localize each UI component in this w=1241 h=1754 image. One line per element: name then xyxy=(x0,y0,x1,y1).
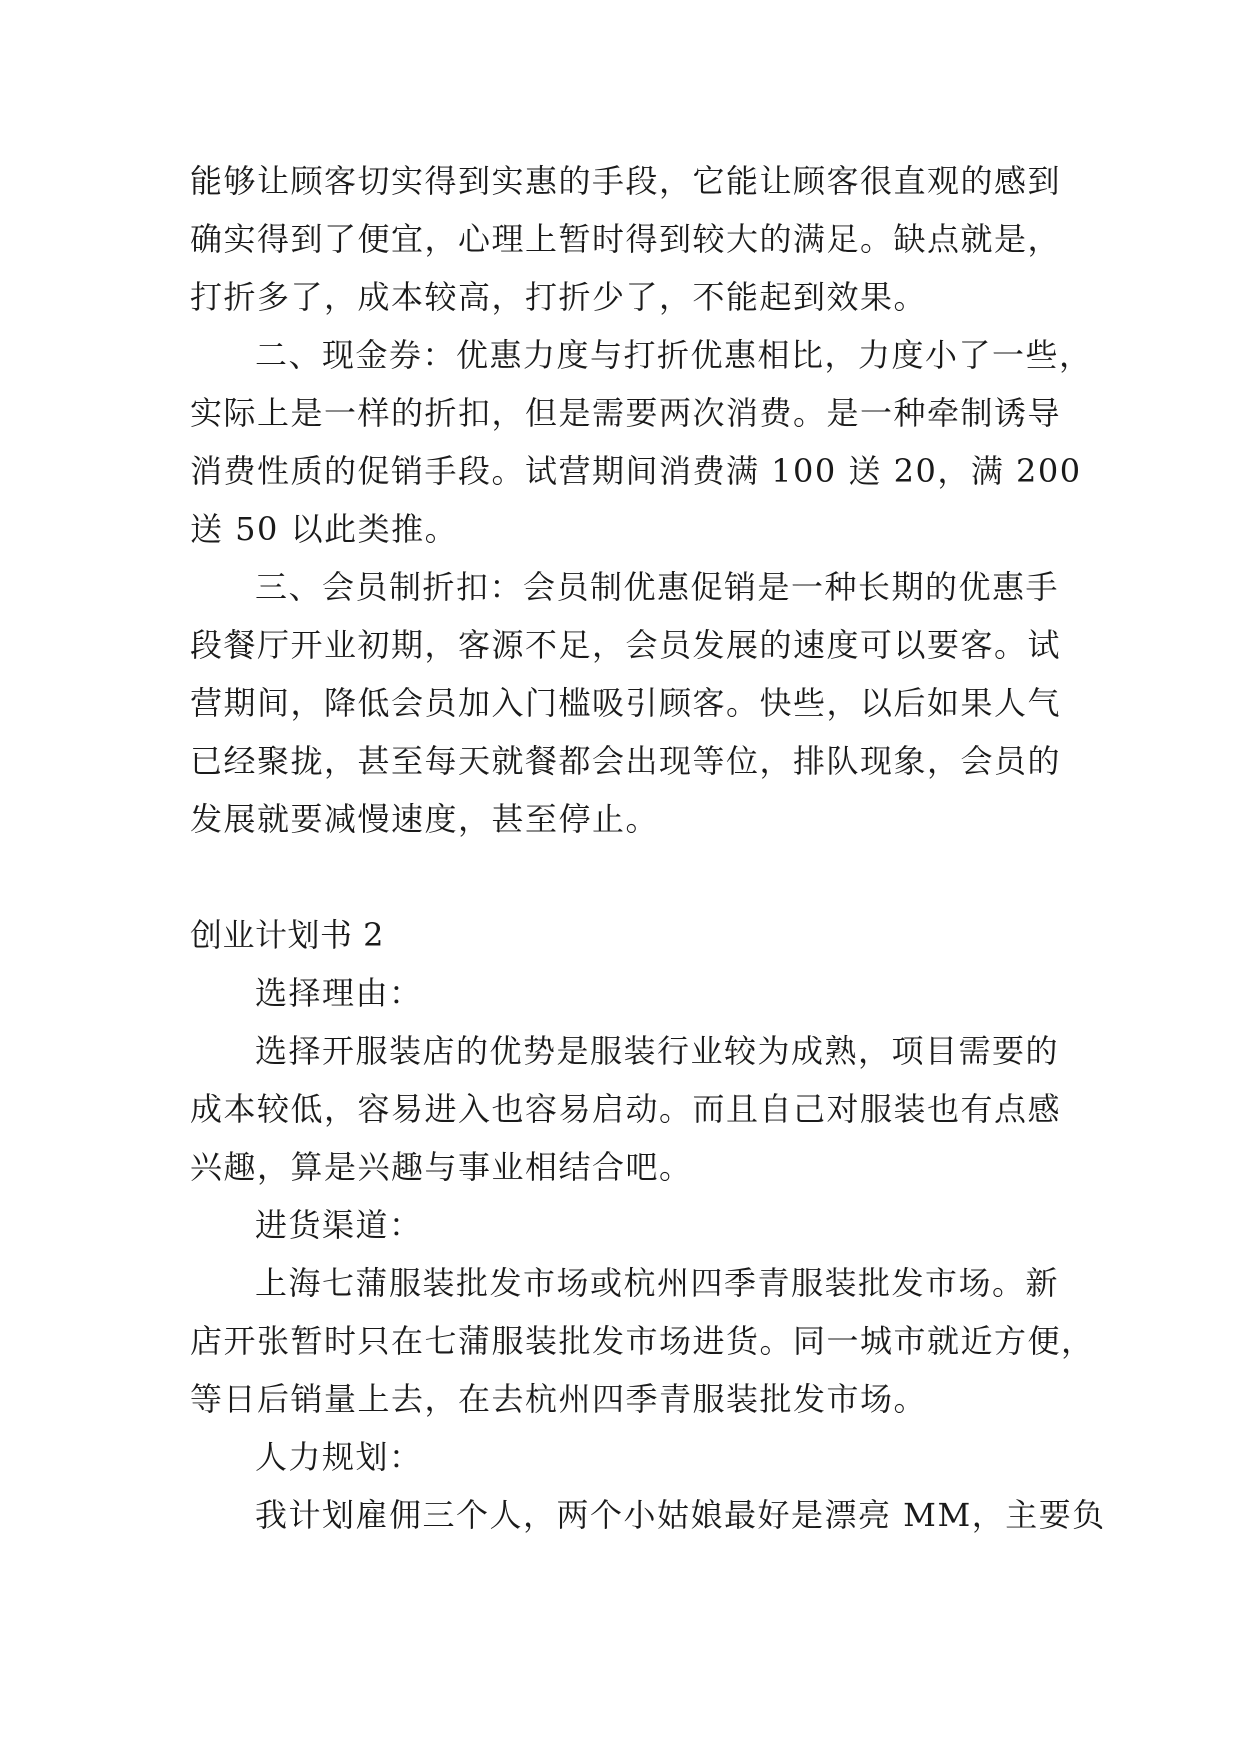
subheading: 人力规划： xyxy=(255,1438,423,1476)
body-text-line: 能够让顾客切实得到实惠的手段，它能让顾客很直观的感到 xyxy=(190,162,1062,200)
body-text-line: 我计划雇佣三个人，两个小姑娘最好是漂亮 MM，主要负 xyxy=(255,1496,1106,1534)
body-text-line: 打折多了，成本较高，打折少了，不能起到效果。 xyxy=(190,278,928,316)
body-text-line: 店开张暂时只在七蒲服装批发市场进货。同一城市就近方便， xyxy=(190,1322,1095,1360)
body-text-line: 消费性质的促销手段。试营期间消费满 100 送 20，满 200 xyxy=(190,452,1082,490)
body-text-line: 段餐厅开业初期，客源不足，会员发展的速度可以要客。试 xyxy=(190,626,1062,664)
subheading: 选择理由： xyxy=(255,974,423,1012)
body-text-line: 兴趣，算是兴趣与事业相结合吧。 xyxy=(190,1148,693,1186)
body-text-line: 发展就要减慢速度，甚至停止。 xyxy=(190,800,660,838)
body-text-line: 上海七蒲服装批发市场或杭州四季青服装批发市场。新 xyxy=(255,1264,1060,1302)
body-text-line: 二、现金券：优惠力度与打折优惠相比，力度小了一些， xyxy=(255,336,1093,374)
body-text-line: 实际上是一样的折扣，但是需要两次消费。是一种牵制诱导 xyxy=(190,394,1062,432)
body-text-line: 送 50 以此类推。 xyxy=(190,510,459,548)
body-text-line: 等日后销量上去，在去杭州四季青服装批发市场。 xyxy=(190,1380,928,1418)
body-text-line: 确实得到了便宜，心理上暂时得到较大的满足。缺点就是， xyxy=(190,220,1062,258)
body-text-line: 成本较低，容易进入也容易启动。而且自己对服装也有点感 xyxy=(190,1090,1062,1128)
section-heading: 创业计划书 2 xyxy=(190,916,385,954)
body-text-line: 三、会员制折扣：会员制优惠促销是一种长期的优惠手 xyxy=(255,568,1060,606)
body-text-line: 营期间，降低会员加入门槛吸引顾客。快些，以后如果人气 xyxy=(190,684,1062,722)
subheading: 进货渠道： xyxy=(255,1206,423,1244)
body-text-line: 选择开服装店的优势是服装行业较为成熟，项目需要的 xyxy=(255,1032,1060,1070)
body-text-line: 已经聚拢，甚至每天就餐都会出现等位，排队现象，会员的 xyxy=(190,742,1062,780)
